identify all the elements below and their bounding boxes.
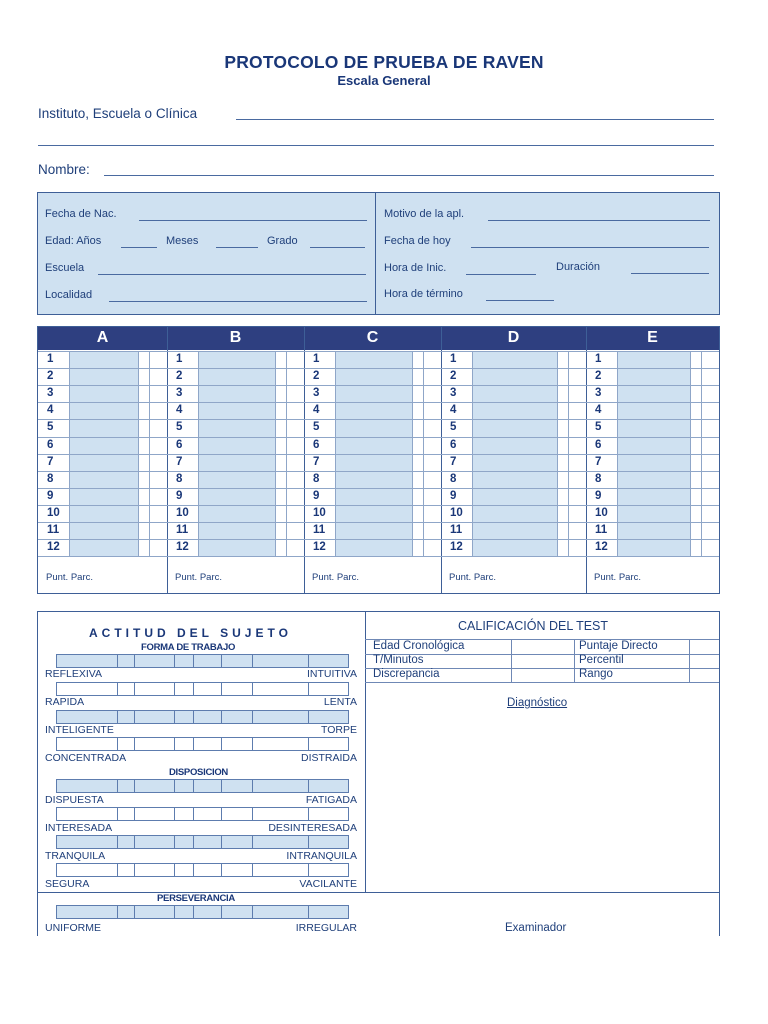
scale-left-label: RAPIDA — [45, 696, 85, 708]
answer-cell-c-11[interactable] — [335, 522, 412, 539]
attitude-scale-bar[interactable] — [56, 807, 349, 821]
answer-cell-a-8[interactable] — [69, 471, 138, 488]
info-box — [37, 192, 720, 315]
answer-cell-e-6[interactable] — [617, 437, 690, 454]
row-number: 10 — [176, 506, 189, 519]
row-number: 9 — [595, 489, 602, 502]
birth-date-label: Fecha de Nac. — [45, 208, 117, 220]
attitude-scale-bar[interactable] — [56, 779, 349, 793]
scale-right-label: DISTRAIDA — [300, 752, 357, 764]
scale-right-label: FATIGADA — [305, 794, 357, 806]
row-number: 5 — [47, 421, 54, 434]
answer-cell-e-9[interactable] — [617, 488, 690, 505]
locality-label: Localidad — [45, 289, 93, 301]
scale-left-label: SEGURA — [45, 878, 90, 890]
answer-cell-e-4[interactable] — [617, 402, 690, 419]
row-number: 6 — [313, 438, 320, 451]
answer-cell-e-3[interactable] — [617, 385, 690, 402]
grid-column-divider — [441, 327, 442, 593]
answer-cell-b-8[interactable] — [198, 471, 275, 488]
scale-right-label: LENTA — [323, 696, 357, 708]
today-date-line[interactable] — [471, 247, 709, 248]
row-number: 12 — [595, 541, 608, 554]
attitude-scale-bar[interactable] — [56, 863, 349, 877]
attitude-title: ACTITUD DEL SUJETO — [89, 626, 292, 640]
answer-cell-a-10[interactable] — [69, 505, 138, 522]
answer-cell-a-3[interactable] — [69, 385, 138, 402]
school-line[interactable] — [98, 274, 366, 275]
answer-cell-b-7[interactable] — [198, 454, 275, 471]
age-years-label: Edad: Años — [45, 235, 102, 247]
scale-left-label: REFLEXIVA — [45, 668, 102, 680]
scale-right-label: DESINTERESADA — [268, 822, 357, 834]
answer-cell-c-4[interactable] — [335, 402, 412, 419]
end-time-line[interactable] — [486, 300, 554, 301]
row-number: 7 — [595, 455, 602, 468]
row-number: 12 — [47, 541, 60, 554]
duration-line[interactable] — [631, 273, 709, 274]
row-number: 6 — [595, 438, 602, 451]
row-number: 3 — [47, 387, 54, 400]
grid-row-line — [38, 488, 719, 489]
locality-line[interactable] — [109, 301, 367, 302]
grading-rule-4 — [365, 682, 719, 683]
scale-left-label: INTELIGENTE — [45, 724, 114, 736]
grading-col-1 — [511, 639, 512, 682]
attitude-scale-bar[interactable] — [56, 682, 349, 696]
row-number: 1 — [176, 353, 183, 365]
answer-cell-b-1[interactable] — [198, 351, 275, 368]
column-d-header: D — [507, 329, 520, 346]
answer-cell-c-9[interactable] — [335, 488, 412, 505]
answer-cell-e-11[interactable] — [617, 522, 690, 539]
answer-cell-d-5[interactable] — [472, 419, 557, 436]
grid-header — [38, 327, 719, 350]
answer-cell-a-7[interactable] — [69, 454, 138, 471]
answer-cell-c-5[interactable] — [335, 419, 412, 436]
start-time-line[interactable] — [466, 274, 536, 275]
row-number: 10 — [450, 506, 463, 519]
name-label: Nombre: — [38, 162, 90, 177]
row-number: 8 — [450, 472, 457, 485]
scale-right-label: TORPE — [321, 724, 357, 736]
reason-line[interactable] — [488, 220, 710, 221]
answer-cell-a-1[interactable] — [69, 351, 138, 368]
answer-cell-c-10[interactable] — [335, 505, 412, 522]
work-form-heading: FORMA DE TRABAJO — [141, 642, 236, 653]
attitude-scale-bar[interactable] — [56, 710, 349, 724]
scale-left-label: DISPUESTA — [45, 794, 104, 806]
partial-score-label: Punt. Parc. — [46, 572, 93, 583]
row-number: 7 — [313, 455, 320, 468]
months-label: Meses — [166, 235, 199, 247]
row-number: 10 — [595, 506, 608, 519]
form-title: PROTOCOLO DE PRUEBA DE RAVEN — [224, 52, 544, 72]
grid-row-line — [38, 505, 719, 506]
row-number: 6 — [176, 438, 183, 451]
attitude-scale-bar[interactable] — [56, 905, 349, 919]
grid-row-line — [38, 556, 719, 557]
row-number: 11 — [47, 524, 60, 536]
range-label: Rango — [579, 668, 613, 680]
row-number: 8 — [313, 472, 320, 485]
answer-cell-b-9[interactable] — [198, 488, 275, 505]
name-line[interactable] — [104, 175, 714, 176]
grid-row-line — [38, 419, 719, 420]
grid-row-line — [38, 351, 719, 352]
duration-label: Duración — [556, 261, 601, 273]
partial-score-label: Punt. Parc. — [594, 572, 641, 583]
start-time-label: Hora de Inic. — [384, 262, 447, 274]
answer-cell-a-9[interactable] — [69, 488, 138, 505]
grid-row-line — [38, 522, 719, 523]
chrono-age-label: Edad Cronológica — [373, 640, 465, 652]
grading-col-2 — [574, 639, 575, 682]
row-number: 11 — [176, 524, 189, 536]
scale-right-label: INTRANQUILA — [286, 850, 357, 862]
row-number: 7 — [176, 455, 183, 468]
answer-cell-d-3[interactable] — [472, 385, 557, 402]
row-number: 4 — [450, 404, 457, 417]
answer-cell-a-5[interactable] — [69, 419, 138, 436]
row-number: 5 — [176, 421, 183, 434]
grid-row-line — [38, 539, 719, 540]
grid-column-divider — [586, 327, 587, 593]
answer-cell-d-12[interactable] — [472, 539, 557, 556]
answer-cell-d-4[interactable] — [472, 402, 557, 419]
grid-row-line — [38, 454, 719, 455]
answer-cell-d-6[interactable] — [472, 437, 557, 454]
percentile-label: Percentil — [579, 654, 624, 666]
answer-cell-b-12[interactable] — [198, 539, 275, 556]
answer-cell-c-7[interactable] — [335, 454, 412, 471]
answer-cell-d-8[interactable] — [472, 471, 557, 488]
end-time-label: Hora de término — [384, 288, 463, 300]
row-number: 5 — [450, 421, 457, 434]
grid-row-line — [38, 437, 719, 438]
scale-right-label: VACILANTE — [299, 878, 357, 890]
answer-cell-b-6[interactable] — [198, 437, 275, 454]
answer-cell-d-7[interactable] — [472, 454, 557, 471]
answer-cell-e-7[interactable] — [617, 454, 690, 471]
reason-label: Motivo de la apl. — [384, 208, 465, 220]
grade-label: Grado — [267, 235, 298, 247]
answer-cell-a-4[interactable] — [69, 402, 138, 419]
row-number: 6 — [450, 438, 457, 451]
info-divider — [375, 193, 376, 314]
row-number: 2 — [595, 370, 602, 383]
row-number: 2 — [313, 370, 320, 383]
answer-cell-d-9[interactable] — [472, 488, 557, 505]
column-e-header: E — [647, 329, 658, 346]
scale-left-label: UNIFORME — [45, 922, 101, 934]
grid-row-line — [38, 402, 719, 403]
age-years-line[interactable] — [121, 247, 157, 248]
disposition-heading: DISPOSICION — [169, 767, 228, 778]
section-footer-line — [38, 892, 719, 893]
institute-label: Instituto, Escuela o Clínica — [38, 106, 198, 121]
row-number: 12 — [450, 541, 463, 554]
partial-score-label: Punt. Parc. — [449, 572, 496, 583]
answer-cell-b-10[interactable] — [198, 505, 275, 522]
column-b-header: B — [229, 329, 242, 346]
answer-cell-a-2[interactable] — [69, 368, 138, 385]
row-number: 1 — [595, 353, 602, 365]
birth-date-line[interactable] — [139, 220, 367, 221]
row-number: 1 — [47, 353, 54, 365]
row-number: 8 — [176, 472, 183, 485]
answer-cell-e-12[interactable] — [617, 539, 690, 556]
answer-cell-c-3[interactable] — [335, 385, 412, 402]
discrepancy-label: Discrepancia — [373, 668, 440, 680]
row-number: 4 — [313, 404, 320, 417]
row-number: 4 — [47, 404, 54, 417]
row-number: 7 — [450, 455, 457, 468]
answer-cell-c-12[interactable] — [335, 539, 412, 556]
row-number: 11 — [595, 524, 608, 536]
row-number: 3 — [595, 387, 602, 400]
answer-grid — [37, 326, 720, 594]
grid-column-divider — [304, 327, 305, 593]
scale-left-label: TRANQUILA — [45, 850, 106, 862]
grade-line[interactable] — [310, 247, 365, 248]
row-number: 5 — [313, 421, 320, 434]
answer-cell-c-8[interactable] — [335, 471, 412, 488]
row-number: 1 — [450, 353, 457, 365]
answer-cell-e-1[interactable] — [617, 351, 690, 368]
grading-title: CALIFICACIÓN DEL TEST — [458, 619, 609, 633]
today-date-label: Fecha de hoy — [384, 235, 451, 247]
row-number: 10 — [47, 506, 60, 519]
answer-cell-e-2[interactable] — [617, 368, 690, 385]
row-number: 5 — [595, 421, 602, 434]
answer-cell-c-6[interactable] — [335, 437, 412, 454]
answer-cell-a-11[interactable] — [69, 522, 138, 539]
answer-cell-e-5[interactable] — [617, 419, 690, 436]
months-line[interactable] — [216, 247, 258, 248]
scale-right-label: INTUITIVA — [307, 668, 357, 680]
answer-cell-c-2[interactable] — [335, 368, 412, 385]
row-number: 4 — [595, 404, 602, 417]
row-number: 12 — [313, 541, 326, 554]
partial-score-label: Punt. Parc. — [175, 572, 222, 583]
row-number: 9 — [47, 489, 54, 502]
answer-cell-e-10[interactable] — [617, 505, 690, 522]
row-number: 9 — [313, 489, 320, 502]
answer-cell-b-2[interactable] — [198, 368, 275, 385]
school-label: Escuela — [45, 262, 85, 274]
row-number: 3 — [450, 387, 457, 400]
answer-cell-b-11[interactable] — [198, 522, 275, 539]
answer-cell-c-1[interactable] — [335, 351, 412, 368]
examiner-label: Examinador — [505, 922, 567, 934]
row-number: 11 — [450, 524, 463, 536]
answer-cell-b-4[interactable] — [198, 402, 275, 419]
row-number: 8 — [595, 472, 602, 485]
grid-row-line — [38, 471, 719, 472]
scale-left-label: CONCENTRADA — [45, 752, 127, 764]
grid-row-line — [38, 368, 719, 369]
answer-cell-d-2[interactable] — [472, 368, 557, 385]
grid-column-divider — [167, 327, 168, 593]
answer-cell-b-5[interactable] — [198, 419, 275, 436]
row-number: 6 — [47, 438, 54, 451]
scale-right-label: IRREGULAR — [295, 922, 357, 934]
row-number: 8 — [47, 472, 54, 485]
grid-row-line — [38, 385, 719, 386]
direct-score-label: Puntaje Directo — [579, 640, 658, 652]
row-number: 2 — [176, 370, 183, 383]
attitude-scale-bar[interactable] — [56, 737, 349, 751]
institute-line-2[interactable] — [38, 145, 714, 146]
partial-score-label: Punt. Parc. — [312, 572, 359, 583]
institute-line[interactable] — [236, 119, 714, 120]
answer-cell-b-3[interactable] — [198, 385, 275, 402]
row-number: 2 — [450, 370, 457, 383]
answer-cell-d-1[interactable] — [472, 351, 557, 368]
row-number: 4 — [176, 404, 183, 417]
form-subtitle: Escala General — [337, 73, 431, 88]
row-number: 3 — [313, 387, 320, 400]
row-number: 12 — [176, 541, 189, 554]
answer-cell-d-10[interactable] — [472, 505, 557, 522]
row-number: 2 — [47, 370, 54, 383]
diagnosis-label: Diagnóstico — [507, 697, 568, 709]
row-number: 10 — [313, 506, 326, 519]
column-a-header: A — [96, 329, 109, 346]
grading-col-3 — [689, 639, 690, 682]
time-label: T/Minutos — [373, 654, 424, 666]
answer-cell-a-6[interactable] — [69, 437, 138, 454]
row-number: 11 — [313, 524, 326, 536]
perseverance-heading: PERSEVERANCIA — [157, 893, 235, 904]
row-number: 9 — [176, 489, 183, 502]
row-number: 3 — [176, 387, 183, 400]
attitude-scale-bar[interactable] — [56, 835, 349, 849]
answer-cell-e-8[interactable] — [617, 471, 690, 488]
attitude-and-grading — [37, 611, 720, 936]
row-number: 1 — [313, 353, 320, 365]
column-c-header: C — [366, 329, 379, 346]
answer-cell-a-12[interactable] — [69, 539, 138, 556]
scale-left-label: INTERESADA — [45, 822, 113, 834]
attitude-scale-bar[interactable] — [56, 654, 349, 668]
row-number: 9 — [450, 489, 457, 502]
answer-cell-d-11[interactable] — [472, 522, 557, 539]
row-number: 7 — [47, 455, 54, 468]
